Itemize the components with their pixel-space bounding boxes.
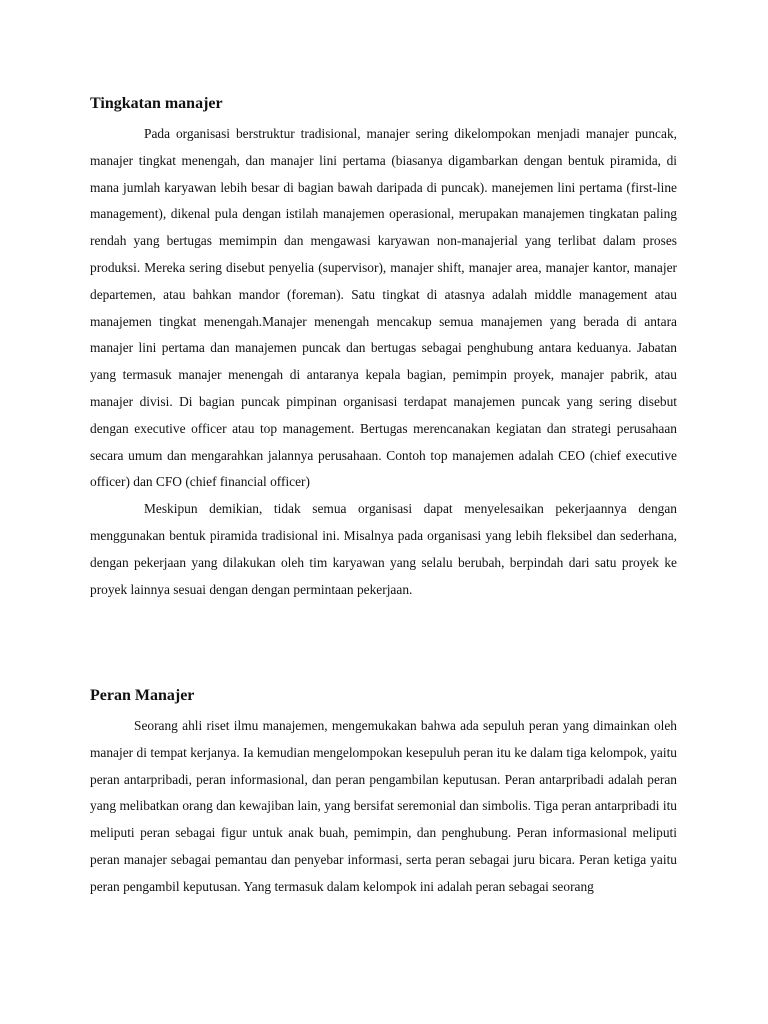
section-peran-manajer [90,686,677,901]
paragraph: Pada organisasi berstruktur tradisional, manajer sering dikelompokan menjadi manajer puncak, manajer tingkat menengah, dan manajer lini pertama (biasanya digambarkan dengan bentuk piramida, di mana jumlah karyawan lebih besar di bagian bawah daripada di puncak). manejemen lini pertama (first-line management), dikenal pula dengan istilah manajemen operasional, merupakan manajemen tingkatan paling rendah yang bertugas memimpin dan mengawasi karyawan non-manajerial yang terlibat dalam proses produksi. Mereka sering disebut penyelia (supervisor), manajer shift, manajer area, manajer kantor, manajer departemen, atau bahkan mandor (foreman). Satu tingkat di atasnya adalah middle management atau manajemen tingkat menengah.Manajer menengah mencakup semua manajemen yang berada di antara manajer lini pertama dan manajemen puncak dan bertugas sebagai penghubung antara keduanya. Jabatan yang termasuk manajer menengah di antaranya kepala bagian, pemimpin proyek, manajer pabrik, atau manajer divisi. Di bagian puncak pimpinan organisasi terdapat manajemen puncak yang sering disebut dengan executive officer atau top management. Bertugas merencanakan kegiatan dan strategi perusahaan secara umum dan mengarahkan jalannya perusahaan. Contoh top manajemen adalah CEO (chief executive officer) dan CFO (chief financial officer) [90,126,677,490]
paragraph: Meskipun demikian, tidak semua organisasi dapat menyelesaikan pekerjaannya dengan menggunakan bentuk piramida tradisional ini. Misalnya pada organisasi yang lebih fleksibel dan sederhana, dengan pekerjaan yang dilakukan oleh tim karyawan yang selalu berubah, berpindah dari satu proyek ke proyek lainnya sesuai dengan dengan permintaan pekerjaan. [90,501,677,597]
paragraph: Seorang ahli riset ilmu manajemen, mengemukakan bahwa ada sepuluh peran yang dimainkan oleh manajer di tempat kerjanya. Ia kemudian mengelompokan kesepuluh peran itu ke dalam tiga kelompok, yaitu peran antarpribadi, peran informasional, dan peran pengambilan keputusan. Peran antarpribadi adalah peran yang melibatkan orang dan kewajiban lain, yang bersifat seremonial dan simbolis. Tiga peran antarpribadi itu meliputi peran sebagai figur untuk anak buah, pemimpin, dan penghubung. Peran informasional meliputi peran manajer sebagai pemantau dan penyebar informasi, serta peran sebagai juru bicara. Peran ketiga yaitu peran pengambil keputusan. Yang termasuk dalam kelompok ini adalah peran sebagai seorang [90,718,677,894]
section-heading: Tingkatan manajer [90,95,223,112]
section-heading: Peran Manajer [90,687,195,704]
section-tingkatan-manajer [90,94,677,603]
